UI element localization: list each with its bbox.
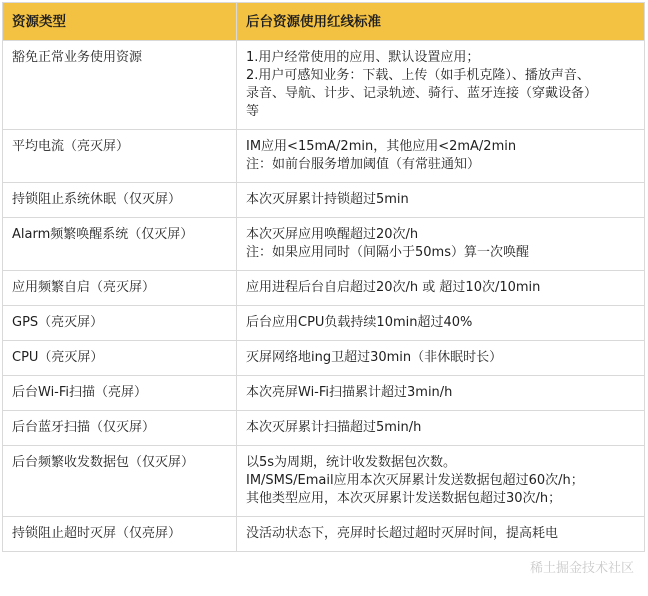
row-type-cell: 持锁阻止超时灭屏（仅亮屏） bbox=[3, 517, 237, 552]
table-row bbox=[3, 183, 645, 218]
row-standard-cell bbox=[237, 446, 645, 517]
row-type-cell: 后台频繁收发数据包（仅灭屏） bbox=[3, 446, 237, 517]
standard-line: 2.用户可感知业务：下载、上传（如手机克隆）、播放声音、 bbox=[246, 68, 590, 83]
table-row bbox=[3, 376, 645, 411]
row-type-cell: 应用频繁自启（亮灭屏） bbox=[3, 271, 237, 306]
standard-line: 本次灭屏累计持锁超过5min bbox=[246, 192, 409, 207]
table-row bbox=[3, 130, 645, 183]
row-standard-cell bbox=[237, 183, 645, 218]
standard-line: 后台应用CPU负载持续10min超过40% bbox=[246, 315, 473, 330]
standard-line: 注：如果应用同时（间隔小于50ms）算一次唤醒 bbox=[246, 245, 529, 260]
standard-line: 灭屏网络地ing卫超过30min（非休眠时长） bbox=[246, 350, 503, 365]
row-standard-cell bbox=[237, 376, 645, 411]
standard-line: 录音、导航、计步、记录轨迹、骑行、蓝牙连接（穿戴设备） bbox=[246, 86, 598, 101]
watermark: 稀土掘金技术社区 bbox=[529, 561, 634, 576]
table-row bbox=[3, 517, 645, 552]
row-standard-cell bbox=[237, 517, 645, 552]
row-standard-cell bbox=[237, 306, 645, 341]
resource-redline-table bbox=[2, 2, 645, 552]
standard-line: 等 bbox=[246, 104, 260, 119]
standard-line: 本次灭屏应用唤醒超过20次/h bbox=[246, 227, 419, 242]
table-row bbox=[3, 306, 645, 341]
resource-redline-table-container bbox=[2, 2, 644, 552]
standard-line: 应用进程后台自启超过20次/h 或 超过10次/10min bbox=[246, 280, 541, 295]
row-type-cell: GPS（亮灭屏） bbox=[3, 306, 237, 341]
header-resource-type: 资源类型 bbox=[3, 3, 237, 41]
row-standard-cell bbox=[237, 218, 645, 271]
row-type-cell: 平均电流（亮灭屏） bbox=[3, 130, 237, 183]
row-standard-cell bbox=[237, 341, 645, 376]
row-standard-cell bbox=[237, 411, 645, 446]
table-header-row bbox=[3, 3, 645, 41]
standard-line: IM/SMS/Email应用本次灭屏累计发送数据包超过60次/h； bbox=[246, 473, 584, 488]
row-standard-cell bbox=[237, 130, 645, 183]
row-type-cell: 后台Wi-Fi扫描（亮屏） bbox=[3, 376, 237, 411]
standard-line: 其他类型应用，本次灭屏累计发送数据包超过30次/h； bbox=[246, 491, 562, 506]
table-row bbox=[3, 411, 645, 446]
standard-line: IM应用<15mA/2min，其他应用<2mA/2min bbox=[246, 139, 517, 154]
standard-line: 注：如前台服务增加阈值（有常驻通知） bbox=[246, 157, 481, 172]
row-standard-cell bbox=[237, 41, 645, 130]
row-type-cell: 持锁阻止系统休眠（仅灭屏） bbox=[3, 183, 237, 218]
table-row bbox=[3, 271, 645, 306]
table-row bbox=[3, 218, 645, 271]
row-type-cell: 豁免正常业务使用资源 bbox=[3, 41, 237, 130]
table-row bbox=[3, 341, 645, 376]
standard-line: 本次灭屏累计扫描超过5min/h bbox=[246, 420, 422, 435]
table-row bbox=[3, 41, 645, 130]
standard-line: 以5s为周期，统计收发数据包次数。 bbox=[246, 455, 457, 470]
standard-line: 本次亮屏Wi-Fi扫描累计超过3min/h bbox=[246, 385, 453, 400]
row-type-cell: Alarm频繁唤醒系统（仅灭屏） bbox=[3, 218, 237, 271]
row-type-cell: 后台蓝牙扫描（仅灭屏） bbox=[3, 411, 237, 446]
standard-line: 1.用户经常使用的应用、默认设置应用； bbox=[246, 50, 480, 65]
table-row bbox=[3, 446, 645, 517]
row-standard-cell bbox=[237, 271, 645, 306]
row-type-cell: CPU（亮灭屏） bbox=[3, 341, 237, 376]
header-redline-standard: 后台资源使用红线标准 bbox=[237, 3, 645, 41]
standard-line: 没活动状态下，亮屏时长超过超时灭屏时间，提高耗电 bbox=[246, 526, 559, 541]
